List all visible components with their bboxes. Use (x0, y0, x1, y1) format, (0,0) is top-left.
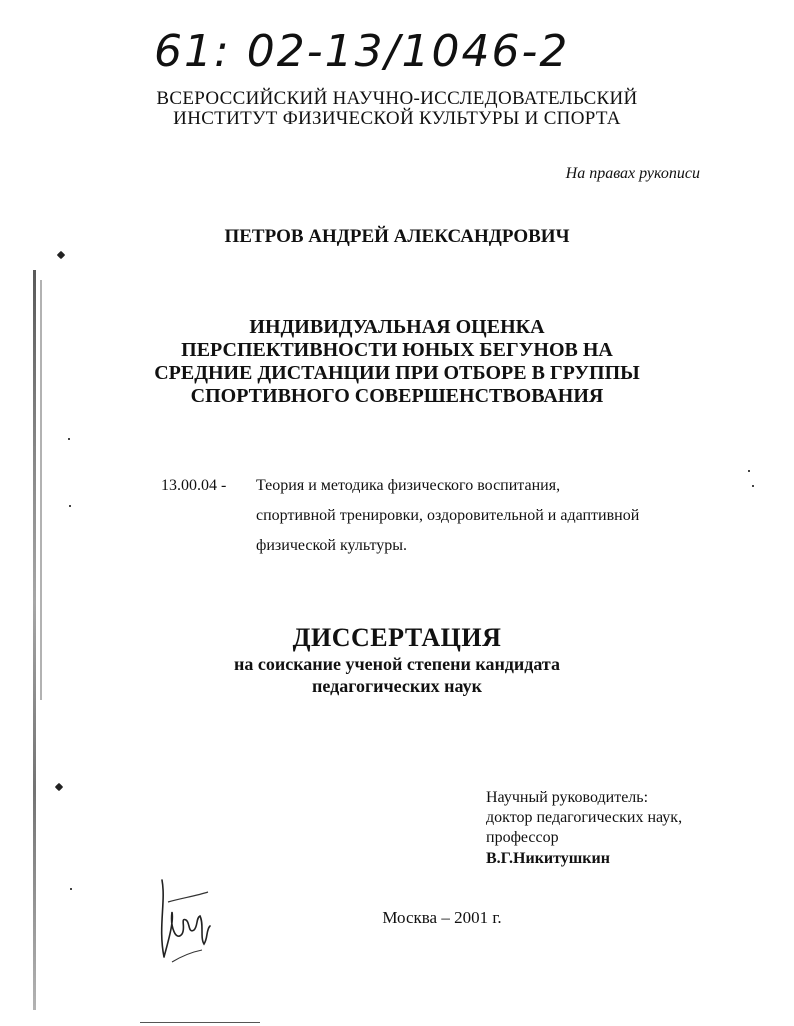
thesis-title-line: СРЕДНИЕ ДИСТАНЦИИ ПРИ ОТБОРЕ В ГРУППЫ (154, 362, 640, 384)
specialty-line: спортивной тренировки, оздоровительной и адаптивной (256, 507, 640, 524)
scan-speck-mark (57, 251, 65, 259)
archive-code-text: 61: 02-13/1046-2 (154, 26, 570, 77)
thesis-title-line: ПЕРСПЕКТИВНОСТИ ЮНЫХ БЕГУНОВ НА (181, 339, 613, 361)
dissertation-heading: ДИССЕРТАЦИЯ (292, 623, 502, 652)
scan-speck (69, 505, 71, 507)
advisor-degree: доктор педагогических наук, (486, 809, 683, 826)
specialty-code: 13.00.04 - (161, 477, 227, 494)
scan-speck (752, 485, 754, 487)
institution-line-1: ВСЕРОССИЙСКИЙ НАУЧНО-ИССЛЕДОВАТЕЛЬСКИЙ (156, 88, 638, 109)
thesis-title-line: СПОРТИВНОГО СОВЕРШЕНСТВОВАНИЯ (190, 385, 604, 407)
city-year: Москва – 2001 г. (382, 908, 502, 927)
scan-bottom-line (140, 1022, 260, 1023)
thesis-title-line: ИНДИВИДУАЛЬНАЯ ОЦЕНКА (249, 316, 545, 338)
scan-speck (748, 470, 750, 472)
advisor-name: В.Г.Никитушкин (486, 850, 610, 867)
advisor-role: Научный руководитель: (486, 789, 649, 806)
dissertation-subtitle-line-1: на соискание ученой степени кандидата (233, 654, 560, 674)
specialty-line: физической культуры. (256, 537, 408, 554)
scan-speck (70, 888, 72, 890)
rights-note: На правах рукописи (565, 165, 700, 182)
scan-speck (68, 438, 70, 440)
institution-line-2: ИНСТИТУТ ФИЗИЧЕСКОЙ КУЛЬТУРЫ И СПОРТА (173, 108, 621, 129)
archive-code-handwritten (150, 14, 570, 84)
author-name: ПЕТРОВ АНДРЕЙ АЛЕКСАНДРОВИЧ (224, 226, 570, 247)
dissertation-subtitle-line-2: педагогических наук (312, 676, 482, 696)
advisor-title: профессор (486, 829, 559, 846)
scan-speck-mark (55, 783, 63, 791)
specialty-line: Теория и методика физического воспитания, (256, 477, 561, 494)
